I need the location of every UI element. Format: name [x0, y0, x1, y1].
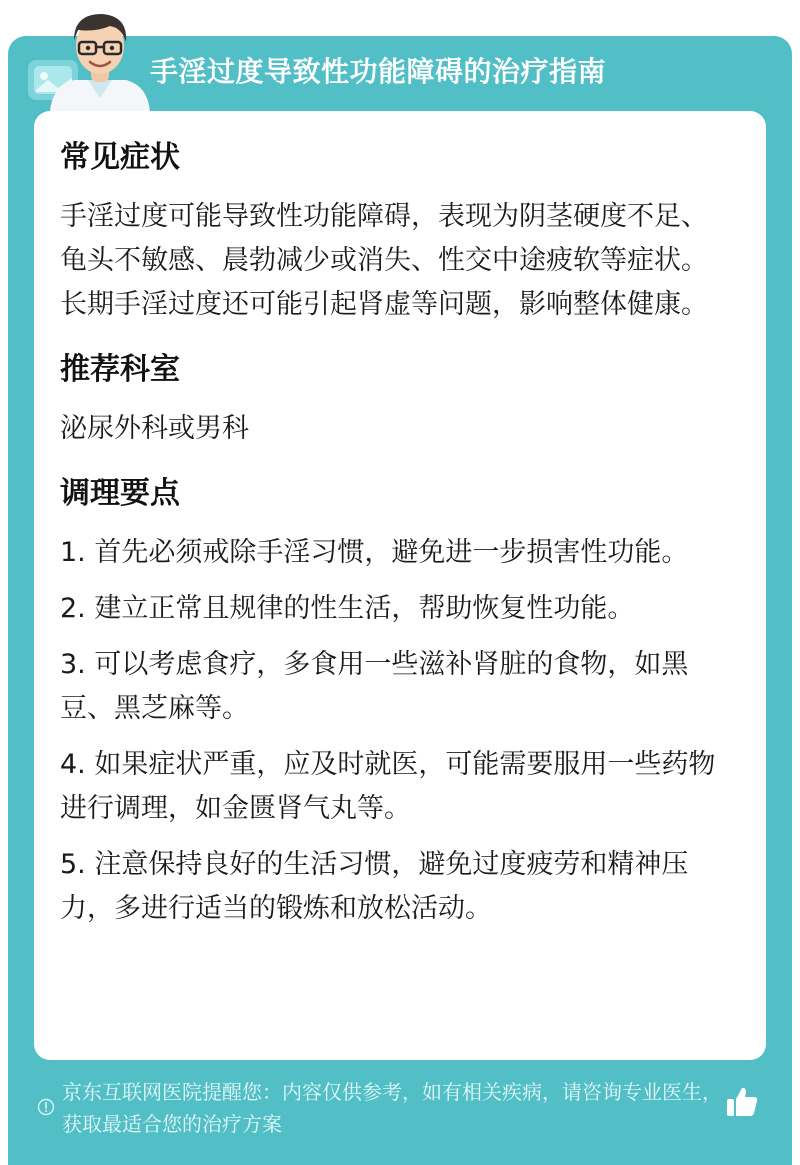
list-item: 2. 建立正常且规律的性生活，帮助恢复性功能。 [60, 593, 635, 624]
disclaimer-text: 京东互联网医院提醒您：内容仅供参考，如有相关疾病，请咨询专业医生，获取最适合您的治疗方案 [62, 1080, 722, 1136]
department-heading: 推荐科室 [60, 352, 180, 387]
list-item: 4. 如果症状严重，应及时就医，可能需要服用一些药物进行调理，如金匮肾气丸等。 [60, 749, 716, 824]
list-item: 1. 首先必须戒除手淫习惯，避免进一步损害性功能。 [60, 537, 689, 568]
content-card [34, 111, 766, 1060]
list-item: 3. 可以考虑食疗，多食用一些滋补肾脏的食物，如黑豆、黑芝麻等。 [60, 649, 689, 724]
department-text: 泌尿外科或男科 [60, 413, 249, 444]
symptoms-heading: 常见症状 [60, 140, 180, 175]
list-item: 5. 注意保持良好的生活习惯，避免过度疲劳和精神压力，多进行适当的锻炼和放松活动。 [60, 849, 689, 924]
thumbs-up-icon[interactable] [724, 1084, 760, 1120]
care-heading: 调理要点 [60, 476, 180, 511]
doctor-avatar-icon [44, 6, 156, 112]
page-title: 手淫过度导致性功能障碍的治疗指南 [150, 55, 607, 88]
info-icon [37, 1098, 55, 1116]
symptoms-text: 手淫过度可能导致性功能障碍，表现为阴茎硬度不足、龟头不敏感、晨勃减少或消失、性交中途疲软等症状。长期手淫过度还可能引起肾虚等问题，影响整体健康。 [60, 201, 708, 320]
